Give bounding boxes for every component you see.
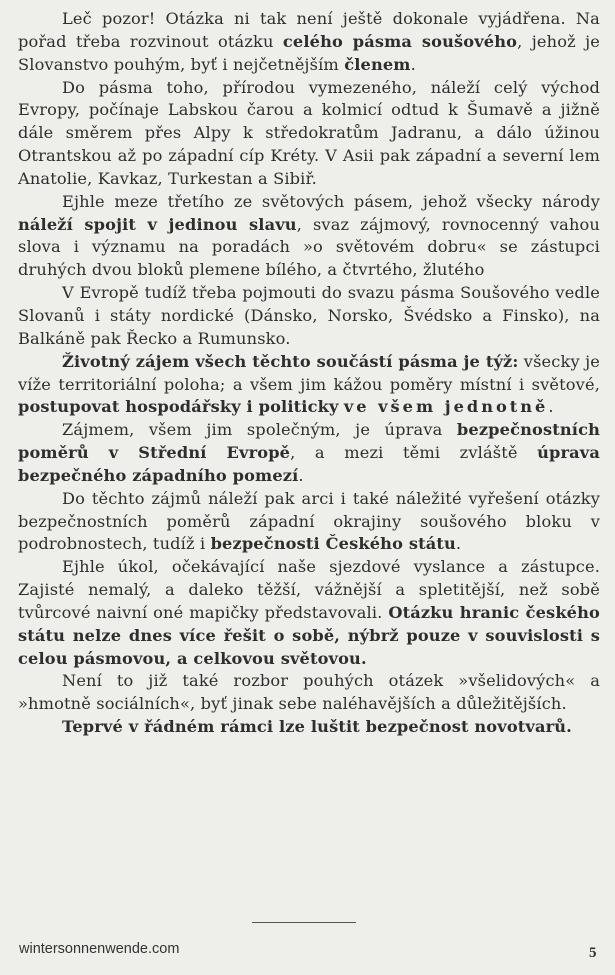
- text-run: .: [548, 397, 554, 417]
- paragraph: [18, 351, 600, 420]
- text-run: Do těchto zájmů náleží pak arci i také náležité vyřešení otázky bezpečnostních poměrů západní okrajiny soušového bloku v podrobnostech, tudíž i: [18, 488, 600, 554]
- paragraph: [18, 488, 600, 557]
- paragraph: [18, 282, 600, 351]
- page-number: 5: [589, 945, 597, 961]
- bold-text: bezpečnostních poměrů v Střední Evropě: [18, 420, 600, 463]
- text-run: Ejhle meze třetího ze světových pásem, jehož všecky národy: [62, 191, 600, 211]
- paragraph: [18, 191, 600, 282]
- text-run: Do pásma toho, přírodou vymezeného, náleží celý východ Evropy, počínaje Labskou čarou a kolmicí odtud k Šumavě a jižně dále směrem přes Alpy k středokratům Jadranu, a dálo úžinou Otrantskou až po západní cíp Kréty. V Asii pak západní a severní lem Anatolie, Kavkaz, Turkestan a Sibiř.: [18, 77, 600, 188]
- closing-rule: [252, 922, 356, 923]
- watermark-text: wintersonnenwende.com: [19, 941, 180, 957]
- bold-text: bezpečnosti Českého státu: [210, 534, 456, 554]
- bold-text: úprava bezpečného západního pomezí: [18, 443, 600, 485]
- text-run: .: [455, 534, 462, 554]
- text-run: Zájmem, všem jim společným, je úprava: [62, 420, 457, 440]
- bold-text: členem: [344, 54, 411, 74]
- text-run: V Evropě tudíž třeba pojmouti do svazu pásma Soušového vedle Slovanů i státy nordické (Dánsko, Norsko, Švédsko a Finsko), na Balkáně pak Řecko a Rumunsko.: [18, 283, 600, 348]
- text-run: Není to již také rozbor pouhých otázek »všelidových« a »hmotně sociálních«, byť jinak sebe naléhavějších a důležitějších.: [18, 671, 600, 714]
- text-run: , a mezi těmi zvláště: [290, 443, 538, 463]
- text-run: všecky je víže territoriální poloha; a všem jim kážou poměry místní i světové,: [18, 351, 600, 394]
- paragraph: [18, 8, 600, 77]
- bold-text: Životný zájem všech těchto součástí pásma je týž:: [62, 351, 519, 371]
- paragraph: [18, 716, 600, 739]
- bold-text: celého pásma soušového: [282, 31, 518, 51]
- paragraph: [18, 419, 600, 488]
- bold-text: náleží spojit v jedinou slavu: [18, 214, 297, 234]
- spaced-emphasis-text: ve všem jednotně: [343, 397, 549, 417]
- text-run: Ejhle úkol, očekávající naše sjezdové vyslance a zástupce. Zajisté nemalý, a daleko těžší, vážnější a spletitější, než sobě tvůrcové naivní oné mapičky představovali.: [18, 557, 600, 622]
- paragraph: [18, 77, 600, 191]
- paragraph: [18, 670, 600, 716]
- text-run: .: [410, 54, 416, 74]
- text-run: , jehož je Slovanstvo pouhým, byť i nejčetnějším: [18, 31, 600, 74]
- text-run: , svaz zájmový, rovnocenný vahou slova i významu na poradách »o světovém dobru« se zástupci druhých dvou bloků plemene bílého, a čtvrtého, žlutého: [18, 214, 600, 280]
- bold-text: Otázku hranic českého státu nelze dnes více řešit o sobě, nýbrž pouze v souvislosti s celou pásmovou, a celkovou světovou.: [18, 602, 600, 668]
- text-run: Leč pozor! Otázka ni tak není ještě dokonale vyjádřena. Na pořad třeba rozvinout otázku: [18, 9, 600, 51]
- document-body: [18, 8, 600, 928]
- bold-text: Teprvé v řádném rámci lze luštit bezpečnost novotvarů.: [62, 717, 572, 737]
- text-run: .: [298, 465, 304, 485]
- paragraph: [18, 556, 600, 670]
- bold-text: postupovat hospodářsky i politicky: [18, 397, 339, 417]
